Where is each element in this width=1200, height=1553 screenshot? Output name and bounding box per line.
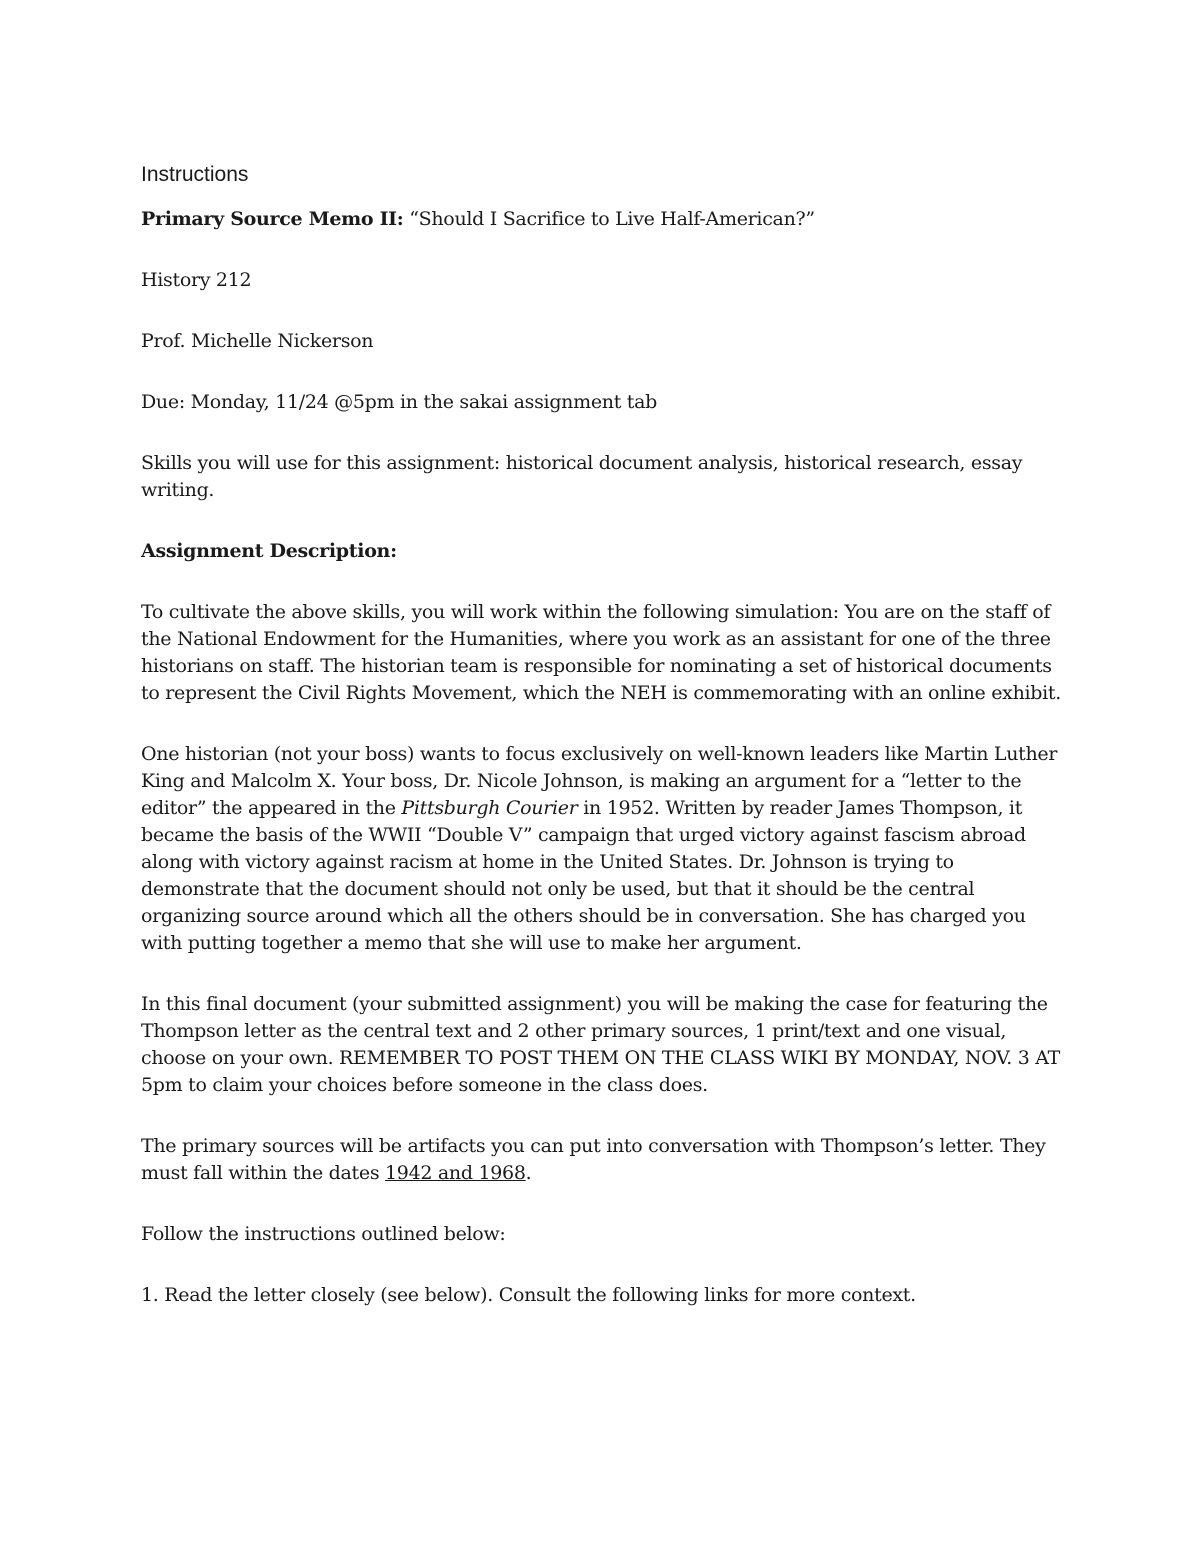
simulation-paragraph: To cultivate the above skills, you will work within the following simulation: You are on the staff of the National Endowment for the Humanities, where you work as an assistant for one of the three historians on staff. The historian team is responsible for nominating a set of historical documents to represent the Civil Rights Movement, which the NEH is commemorating with an online exhibit. <box>141 601 1062 704</box>
historian-paragraph <box>141 741 1071 957</box>
final-document-paragraph: In this final document (your submitted assignment) you will be making the case for featuring the Thompson letter as the central text and 2 other primary sources, 1 print/text and one visual, choose on your own. REMEMBER TO POST THEM ON THE CLASS WIKI BY MONDAY, NOV. 3 AT 5pm to claim your choices before someone in the class does. <box>141 993 1061 1096</box>
follow-instructions-line: Follow the instructions outlined below: <box>141 1223 506 1245</box>
assignment-title-label: Primary Source Memo II: <box>141 208 404 230</box>
step-1-line: 1. Read the letter closely (see below). Consult the following links for more context. <box>141 1284 916 1306</box>
assignment-title <box>141 206 1071 233</box>
historian-paragraph-text-2: in 1952. Written by reader James Thompson, it became the basis of the WWII “Double V” campaign that urged victory against fascism abroad along with victory against racism at home in the United States. Dr. Johnson is trying to demonstrate that the document should not only be used, but that it should be the central organizing source around which all the others should be in conversation. She has charged you with putting together a memo that she will use to make her argument. <box>141 797 1026 954</box>
historian-paragraph-text-1: One historian (not your boss) wants to focus exclusively on well-known leaders like Martin Luther King and Malcolm X. Your boss, Dr. Nicole Johnson, is making an argument for a “letter to the editor” the appeared in the <box>141 743 1058 819</box>
primary-sources-paragraph <box>141 1133 1071 1187</box>
skills-paragraph: Skills you will use for this assignment: historical document analysis, historical research, essay writing. <box>141 452 1023 501</box>
primary-sources-text-2: . <box>525 1162 532 1184</box>
date-range: 1942 and 1968 <box>385 1162 526 1184</box>
instructions-heading: Instructions <box>141 163 249 186</box>
due-date-line: Due: Monday, 11/24 @5pm in the sakai assignment tab <box>141 391 658 413</box>
primary-sources-text-1: The primary sources will be artifacts you can put into conversation with Thompson’s letter. They must fall within the dates <box>141 1135 1046 1184</box>
publication-name: Pittsburgh Courier <box>401 797 578 819</box>
section-heading: Assignment Description: <box>141 540 397 562</box>
document-page <box>141 160 1071 1343</box>
assignment-title-text: “Should I Sacrifice to Live Half-American?” <box>403 208 815 230</box>
professor-line: Prof. Michelle Nickerson <box>141 330 374 352</box>
course-line: History 212 <box>141 269 252 291</box>
